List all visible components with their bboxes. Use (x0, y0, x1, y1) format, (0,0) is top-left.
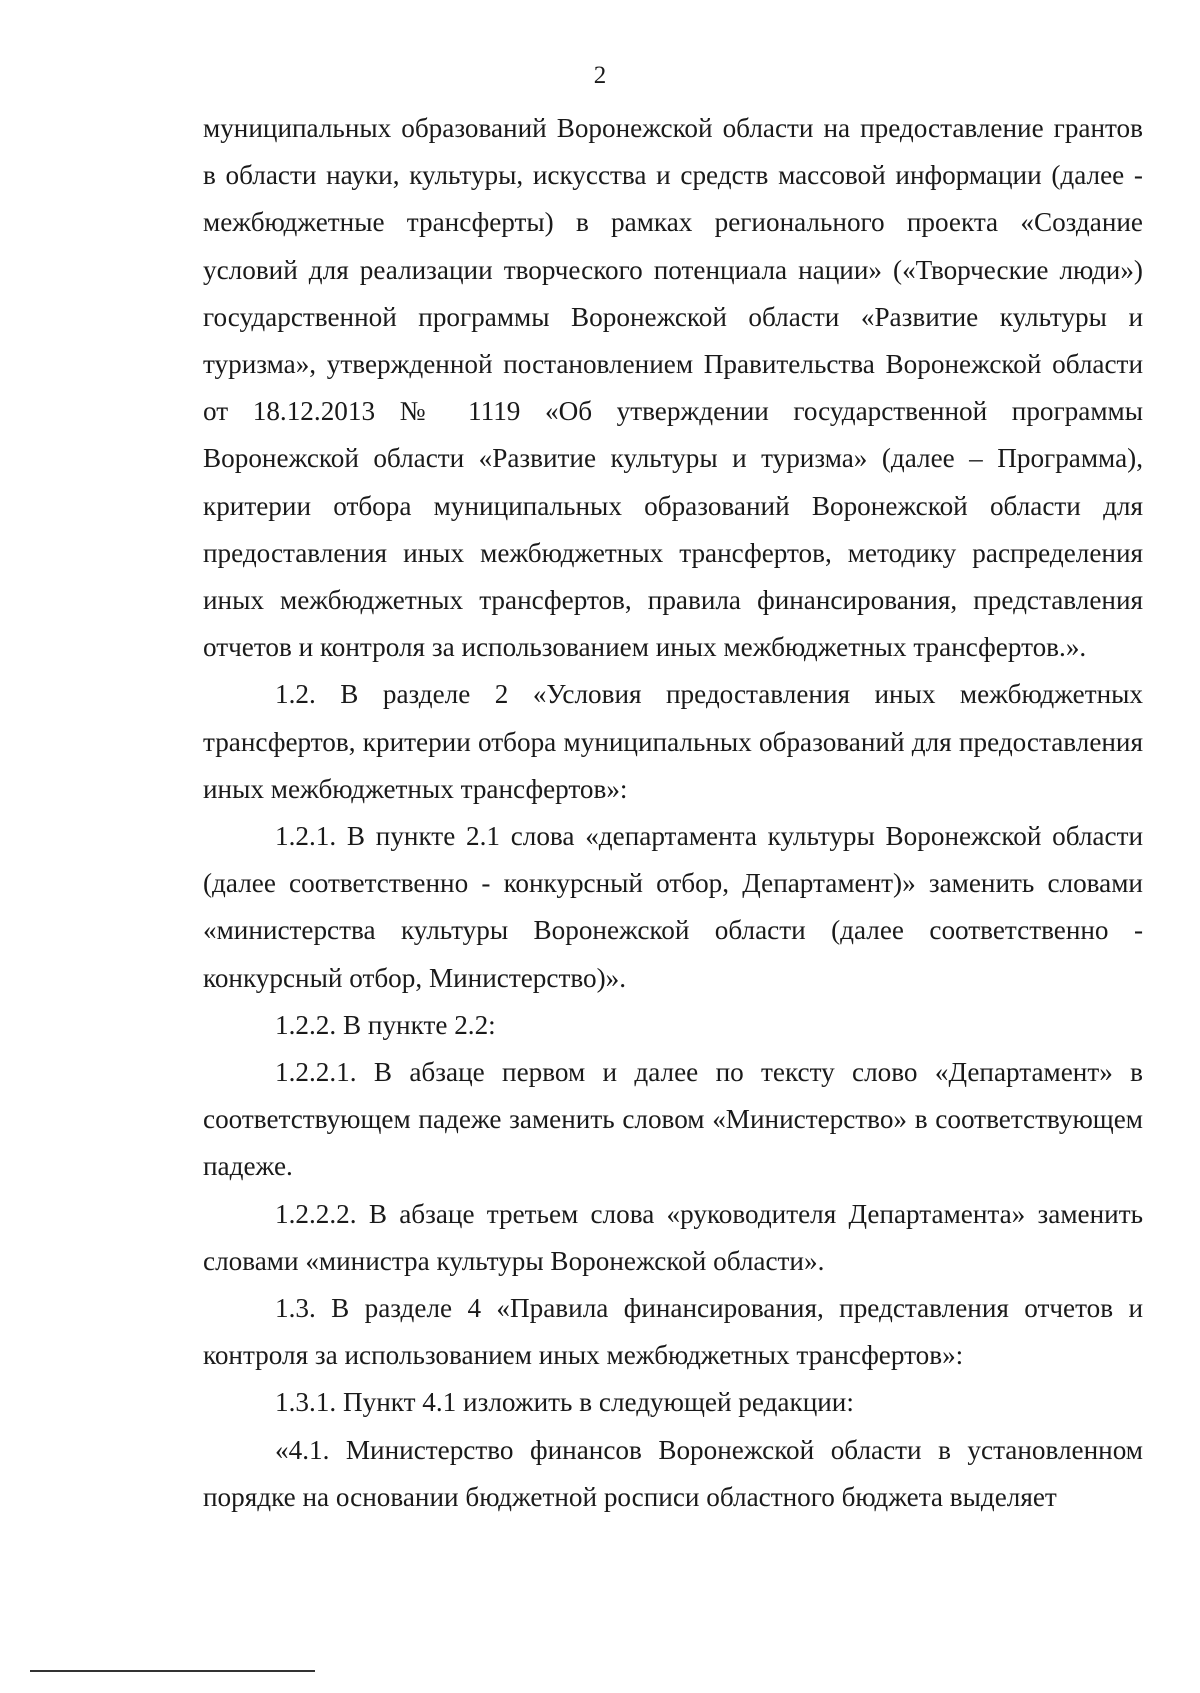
paragraph-1-2-1: 1.2.1. В пункте 2.1 слова «департамента культуры Воронежской области (далее соответственно - конкурсный отбор, Департамент)» заменить словами «министерства культуры Воронежской области (далее соответственно - конкурсный отбор, Министерство)». (203, 821, 1143, 993)
paragraph-4-1: «4.1. Министерство финансов Воронежской области в установленном порядке на основании бюджетной росписи областного бюджета выделяет (203, 1434, 1143, 1512)
scan-edge-line (30, 1670, 315, 1672)
paragraph-1-3: 1.3. В разделе 4 «Правила финансирования, представления отчетов и контроля за использованием иных межбюджетных трансфертов»: (203, 1293, 1143, 1371)
paragraph-1-2-2: 1.2.2. В пункте 2.2: (275, 1009, 496, 1040)
paragraph-1-3-1: 1.3.1. Пункт 4.1 изложить в следующей редакции: (275, 1387, 854, 1418)
document-body (203, 105, 1143, 1521)
page-number: 2 (593, 62, 607, 89)
paragraph-1-2: 1.2. В разделе 2 «Условия предоставления иных межбюджетных трансфертов, критерии отбора муниципальных образований для предоставления иных межбюджетных трансфертов»: (203, 679, 1143, 804)
paragraph-1-2-2-2: 1.2.2.2. В абзаце третьем слова «руководителя Департамента» заменить словами «министра культуры Воронежской области». (203, 1198, 1143, 1276)
paragraph-1-2-2-1: 1.2.2.1. В абзаце первом и далее по тексту слово «Департамент» в соответствующем падеже заменить словом «Министерство» в соответствующем падеже. (203, 1057, 1143, 1182)
paragraph-continuation: муниципальных образований Воронежской области на предоставление грантов в области науки, культуры, искусства и средств массовой информации (далее - межбюджетные трансферты) в рамках регионального проекта «Создание условий для реализации творческого потенциала нации» («Творческие люди») государственной программы Воронежской области «Развитие культуры и туризма», утвержденной постановлением Правительства Воронежской области от 18.12.2013 № 1119 «Об утверждении государственной программы Воронежской области «Развитие культуры и туризма» (далее – Программа), критерии отбора муниципальных образований Воронежской области для предоставления иных межбюджетных трансфертов, методику распределения иных межбюджетных трансфертов, правила финансирования, представления отчетов и контроля за использованием иных межбюджетных трансфертов.». (203, 113, 1143, 663)
